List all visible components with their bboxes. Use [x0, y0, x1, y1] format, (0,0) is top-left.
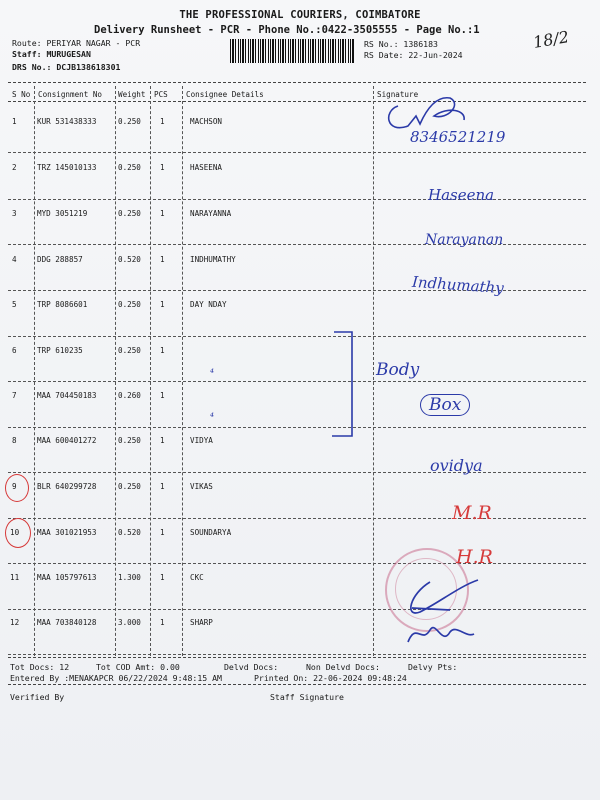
row-consignee: DAY NDAY — [190, 300, 227, 309]
row-separator — [8, 518, 586, 519]
row-sno: 3 — [12, 209, 17, 218]
row-consignment: TRP 8086601 — [37, 300, 88, 309]
row-pcs: 1 — [160, 117, 165, 126]
col-sno: S No — [12, 90, 31, 99]
row-separator — [8, 609, 586, 610]
row-consignment: MYD 3051219 — [37, 209, 88, 218]
note-box: Box — [420, 394, 470, 416]
row-sno: 4 — [12, 255, 17, 264]
tick-mark: ⁴ — [210, 412, 215, 423]
row-pcs: 1 — [160, 209, 165, 218]
row-consignment: TRP 610235 — [37, 346, 83, 355]
row-pcs: 1 — [160, 391, 165, 400]
row-consignee: VIDYA — [190, 436, 213, 445]
row-separator — [8, 152, 586, 153]
note-mr: M.R — [452, 502, 492, 524]
row-pcs: 1 — [160, 346, 165, 355]
row-consignment: MAA 301021953 — [37, 528, 97, 537]
row-weight: 0.250 — [118, 117, 141, 126]
route-label: Route: PERIYAR NAGAR - PCR — [12, 38, 141, 48]
col-weight: Weight — [118, 90, 146, 99]
row-separator — [8, 472, 586, 473]
signature-phone: 8346521219 — [410, 128, 506, 146]
row-weight: 0.250 — [118, 163, 141, 172]
total-docs: Tot Docs: 12 — [10, 662, 70, 672]
signature-indhumathy: Indhumathy — [411, 272, 505, 298]
row-consignment: MAA 704450183 — [37, 391, 97, 400]
row-weight: 0.250 — [118, 346, 141, 355]
row-pcs: 1 — [160, 436, 165, 445]
sheet-title: Delivery Runsheet - PCR - Phone No.:0422-3505555 - Page No.:1 — [94, 24, 480, 36]
row-separator — [8, 199, 586, 200]
printed-on: Printed On: 22-06-2024 09:48:24 — [254, 673, 407, 683]
row-weight: 0.250 — [118, 300, 141, 309]
row-pcs: 1 — [160, 163, 165, 172]
delivered-docs: Delvd Docs: — [224, 662, 279, 672]
entered-by: Entered By :MENAKAPCR 06/22/2024 9:48:15 AM — [10, 673, 222, 683]
red-circle-mark — [5, 474, 29, 502]
row-consignment: TRZ 145010133 — [37, 163, 97, 172]
row-sno: 8 — [12, 436, 17, 445]
bracket-mark — [330, 328, 360, 440]
row-consignment: BLR 640299728 — [37, 482, 97, 491]
footer-separator — [8, 657, 586, 658]
note-body: Body — [376, 360, 420, 380]
col-signature: Signature — [377, 90, 419, 99]
row-pcs: 1 — [160, 255, 165, 264]
row-sno: 11 — [10, 573, 20, 582]
row-pcs: 1 — [160, 300, 165, 309]
row-separator — [8, 336, 586, 337]
row-sno: 5 — [12, 300, 17, 309]
row-weight: 0.250 — [118, 436, 141, 445]
rs-number: RS No.: 1386183 — [364, 39, 438, 49]
signature-narayanan: Narayanan — [425, 232, 504, 248]
rs-date: RS Date: 22-Jun-2024 — [364, 50, 463, 60]
col-consignment: Consignment No — [38, 90, 103, 99]
row-separator — [8, 654, 586, 655]
row-sno: 2 — [12, 163, 17, 172]
row-weight: 0.520 — [118, 528, 141, 537]
row-sno: 1 — [12, 117, 17, 126]
non-delivered-docs: Non Delvd Docs: — [306, 662, 380, 672]
row-pcs: 1 — [160, 618, 165, 627]
row-pcs: 1 — [160, 528, 165, 537]
header-underline — [8, 101, 586, 102]
delivery-points: Delvy Pts: — [408, 662, 458, 672]
row-consignee: SHARP — [190, 618, 213, 627]
row-consignee: MACHSON — [190, 117, 223, 126]
col-divider — [115, 86, 116, 656]
drs-number: DRS No.: DCJB138618301 — [12, 62, 121, 72]
row-separator — [8, 563, 586, 564]
row-weight: 0.250 — [118, 209, 141, 218]
row-consignee: VIKAS — [190, 482, 213, 491]
note-hr: H.R — [456, 546, 493, 568]
row-sno: 6 — [12, 346, 17, 355]
row-weight: 0.260 — [118, 391, 141, 400]
row-consignment: MAA 703840128 — [37, 618, 97, 627]
col-divider — [182, 86, 183, 656]
row-consignment: DDG 288857 — [37, 255, 83, 264]
row-pcs: 1 — [160, 482, 165, 491]
staff-signature: Staff Signature — [270, 692, 344, 702]
row-consignee: SOUNDARYA — [190, 528, 232, 537]
row-weight: 1.300 — [118, 573, 141, 582]
row-consignee: NARAYANNA — [190, 209, 232, 218]
row-weight: 0.520 — [118, 255, 141, 264]
verified-by: Verified By — [10, 692, 65, 702]
col-pcs: PCS — [154, 90, 168, 99]
row-consignee: INDHUMATHY — [190, 255, 236, 264]
tick-mark: ⁴ — [210, 368, 215, 379]
row-separator — [8, 381, 586, 382]
company-title: THE PROFESSIONAL COURIERS, COIMBATORE — [179, 9, 421, 21]
row-consignment: MAA 105797613 — [37, 573, 97, 582]
row-weight: 3.000 — [118, 618, 141, 627]
col-divider — [150, 86, 151, 656]
row-pcs: 1 — [160, 573, 165, 582]
page-handwritten-mark: 18/2 — [531, 27, 571, 52]
row-sno: 10 — [10, 528, 20, 537]
col-consignee: Consignee Details — [186, 90, 264, 99]
signature-haseena: Haseena — [428, 186, 495, 204]
signature-vidya: ovidya — [430, 456, 483, 475]
footer-separator — [8, 684, 586, 685]
row-sno: 12 — [10, 618, 20, 627]
col-divider — [34, 86, 35, 656]
row-consignment: KUR 531438333 — [37, 117, 97, 126]
row-sno: 9 — [12, 482, 17, 491]
row-consignee: CKC — [190, 573, 204, 582]
row-weight: 0.250 — [118, 482, 141, 491]
col-divider — [373, 86, 374, 656]
total-cod: Tot COD Amt: 0.00 — [96, 662, 180, 672]
row-consignee: HASEENA — [190, 163, 223, 172]
row-separator — [8, 427, 586, 428]
red-circle-mark — [5, 518, 31, 548]
row-consignment: MAA 600401272 — [37, 436, 97, 445]
barcode — [230, 39, 354, 63]
signature-scribble — [400, 572, 490, 652]
staff-label: Staff: MURUGESAN — [12, 49, 91, 59]
header-separator — [8, 82, 586, 83]
row-sno: 7 — [12, 391, 17, 400]
